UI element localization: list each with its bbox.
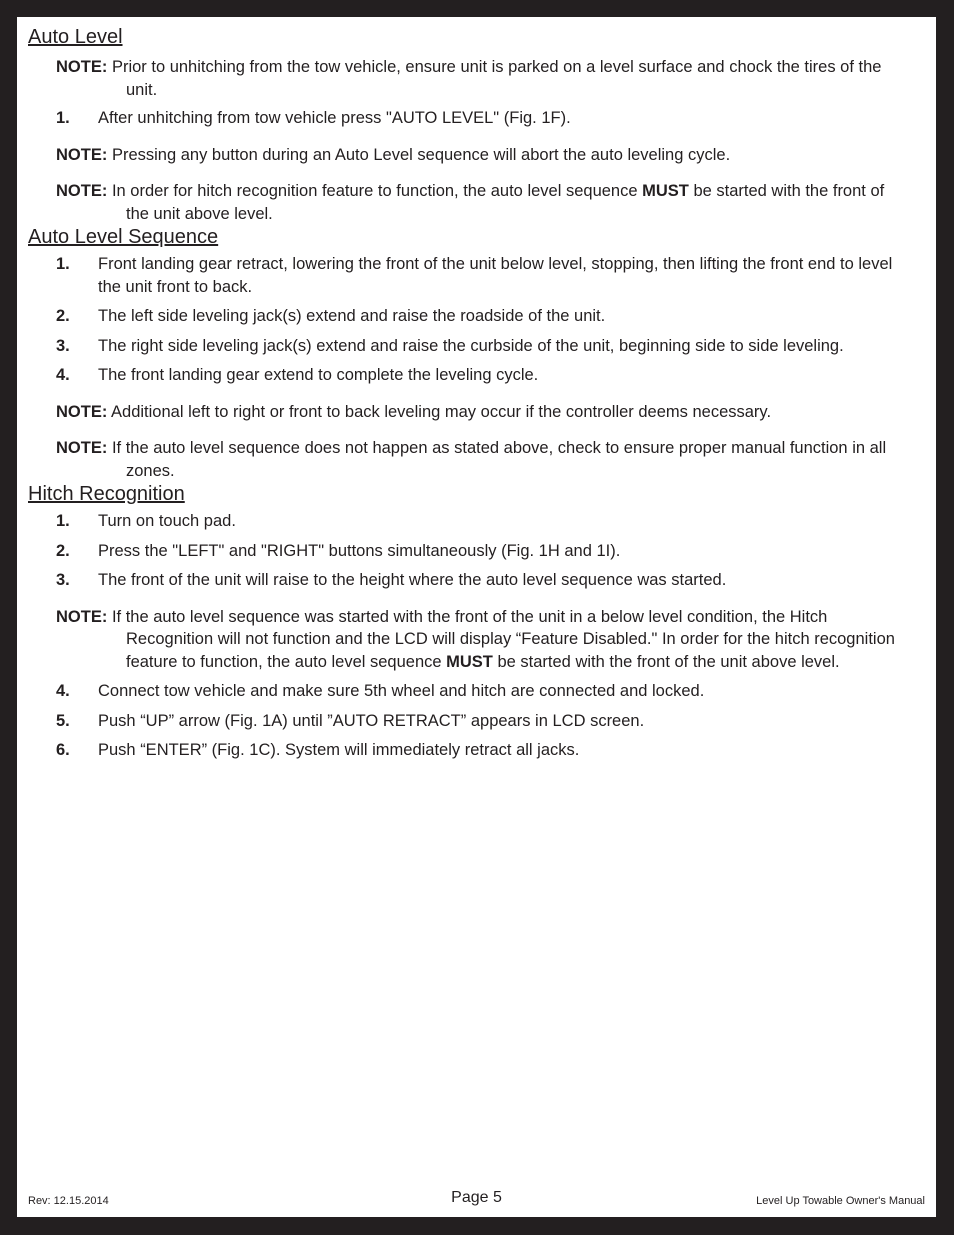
step-text: Connect tow vehicle and make sure 5th wheel and hitch are connected and locked. <box>98 682 705 700</box>
step-item <box>56 540 908 563</box>
step-item <box>56 305 908 328</box>
note <box>56 56 908 101</box>
note <box>56 180 908 225</box>
note-text: be started with the front of the unit above level. <box>126 182 885 223</box>
step-text: After unhitching from tow vehicle press "AUTO LEVEL" (Fig. 1F). <box>98 109 571 127</box>
note-text: Pressing any button during an Auto Level sequence will abort the auto leveling cycle. <box>111 145 731 164</box>
step-text: The front of the unit will raise to the height where the auto level sequence was started. <box>98 571 727 589</box>
page-number: Page 5 <box>451 1189 502 1206</box>
step-text: Push “UP” arrow (Fig. 1A) until ”AUTO RETRACT” appears in LCD screen. <box>98 711 645 730</box>
step-text: Front landing gear retract, lowering the front of the unit below level, stopping, then lifting the front end to level the unit front to back. <box>98 255 893 296</box>
step-number: 3. <box>56 336 70 355</box>
note-label: NOTE: <box>56 607 108 626</box>
step-text: Turn on touch pad. <box>98 512 236 530</box>
note-text: If the auto level sequence was started with the front of the unit in a below level condition, the Hitch Recognition will not function and the LCD will display “Feature Disabled." In order for the hitch recognition feature to function, the auto level sequence <box>111 607 895 671</box>
note-text: be started with the front of the unit above level. <box>492 652 840 671</box>
step-number: 5. <box>56 711 70 730</box>
page-content <box>28 25 908 762</box>
step-text: The left side leveling jack(s) extend and raise the roadside of the unit. <box>98 307 606 325</box>
note-text: Additional left to right or front to back leveling may occur if the controller deems necessary. <box>111 402 772 421</box>
note-text: Prior to unhitching from the tow vehicle, ensure unit is parked on a level surface and chock the tires of the unit. <box>111 58 882 99</box>
note-label: NOTE: <box>56 182 108 200</box>
document-page <box>17 17 936 1217</box>
step-number: 4. <box>56 366 70 384</box>
step-item <box>56 510 908 533</box>
note <box>56 606 908 674</box>
note-label: NOTE: <box>56 145 108 164</box>
step-number: 1. <box>56 255 70 273</box>
step-text: The right side leveling jack(s) extend and raise the curbside of the unit, beginning side to side leveling. <box>98 336 844 355</box>
note-emphasis: MUST <box>446 652 493 671</box>
step-number: 2. <box>56 307 70 325</box>
note-text: If the auto level sequence does not happen as stated above, check to ensure proper manual function in all zones. <box>111 439 887 480</box>
note-text: In order for hitch recognition feature to function, the auto level sequence <box>111 182 643 200</box>
step-item <box>56 335 908 358</box>
section-title-hitch-recognition: Hitch Recognition <box>28 483 185 505</box>
note-emphasis: MUST <box>642 182 689 200</box>
section-title-auto-level-sequence: Auto Level Sequence <box>28 226 219 248</box>
manual-title: Level Up Towable Owner's Manual <box>756 1195 925 1207</box>
note-label: NOTE: <box>56 402 108 421</box>
step-number: 4. <box>56 682 70 700</box>
step-number: 1. <box>56 512 70 530</box>
step-number: 6. <box>56 741 70 759</box>
step-item <box>56 710 908 733</box>
note <box>56 437 908 482</box>
step-item <box>56 680 908 703</box>
note-label: NOTE: <box>56 439 108 457</box>
step-text: The front landing gear extend to complete the leveling cycle. <box>98 366 539 384</box>
step-text: Push “ENTER” (Fig. 1C). System will immediately retract all jacks. <box>98 741 580 759</box>
step-item <box>56 364 908 387</box>
step-text: Press the "LEFT" and "RIGHT" buttons simultaneously (Fig. 1H and 1I). <box>98 541 621 560</box>
step-number: 3. <box>56 571 70 589</box>
note <box>56 144 908 167</box>
step-number: 2. <box>56 541 70 560</box>
step-number: 1. <box>56 109 70 127</box>
section-title-auto-level: Auto Level <box>28 26 123 48</box>
step-item <box>56 253 908 298</box>
note-label: NOTE: <box>56 58 108 76</box>
step-item <box>56 739 908 762</box>
step-item <box>56 569 908 592</box>
revision-date: Rev: 12.15.2014 <box>28 1195 109 1207</box>
note <box>56 401 908 424</box>
step-item <box>56 107 908 130</box>
